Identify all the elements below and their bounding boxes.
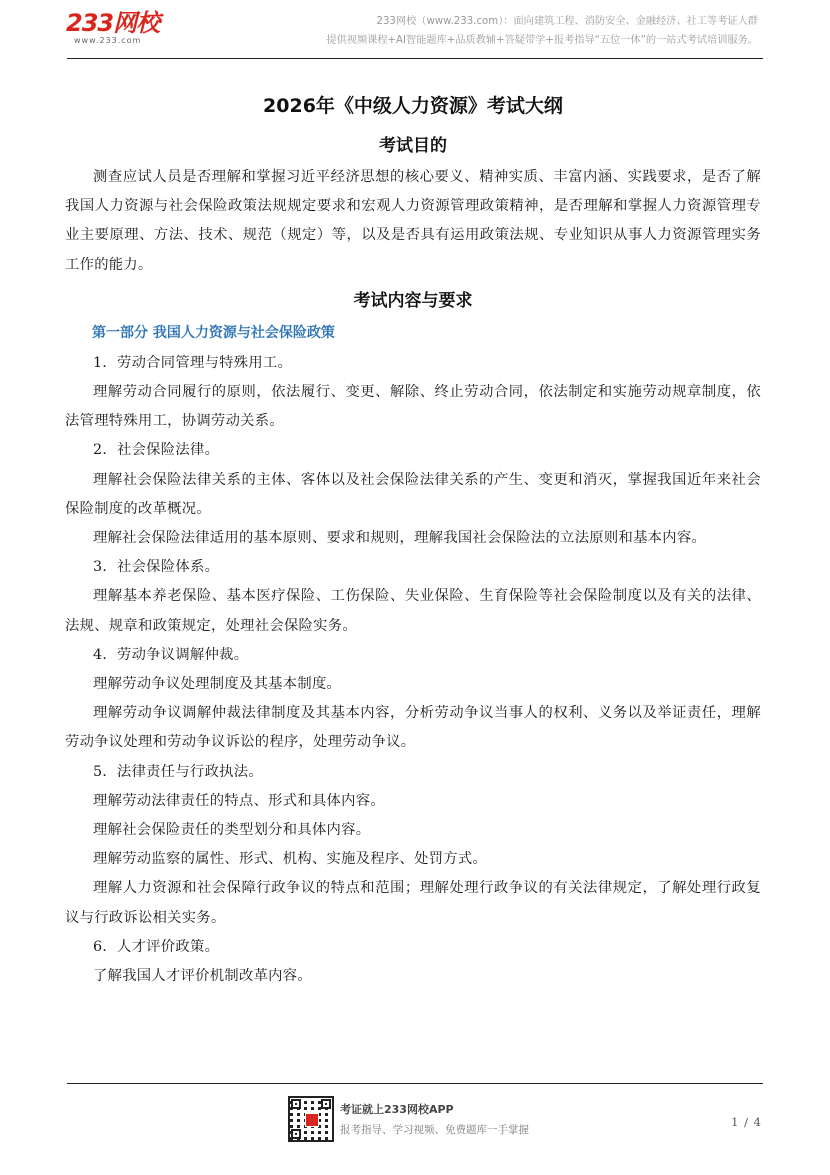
qr-code-icon[interactable] [288,1096,334,1142]
page-indicator: 1 / 4 [731,1115,762,1129]
paragraph: 6．人才评价政策。 [93,938,220,955]
section-title-content: 考试内容与要求 [353,290,473,311]
paragraph: 理解社会保险责任的类型划分和具体内容。 [93,822,371,839]
paragraph: 1．劳动合同管理与特殊用工。 [93,354,293,371]
header-line-2: 提供视频课程+AI智能题库+品质教辅+答疑带学+报考指导“五位一体”的一站式考试培训服务。 [326,35,758,46]
section-title-purpose: 考试目的 [379,136,447,156]
qr-finder-icon [321,1099,331,1109]
document-body [65,92,761,991]
section-purpose-text: 测查应试人员是否理解和掌握习近平经济思想的核心要义、精神实质、丰富内涵、实践要求，是否了解我国人力资源与社会保险政策法规规定要求和宏观人力资源管理政策精神，是否理解和掌握人力资源管理专业主要原理、方法、技术、规范（规定）等，以及是否具有运用政策法规、专业知识从事人力资源管理实务工作的能力。 [65,169,761,273]
paragraph: 理解劳动争议处理制度及其基本制度。 [93,676,342,693]
header-description [326,12,758,50]
qr-finder-icon [291,1099,301,1109]
qr-logo-icon [305,1113,319,1127]
header-line-1: 233网校（www.233.com）：面向建筑工程、消防安全、金融经济、社工等考证人群 [376,16,758,27]
paragraph: 4．劳动争议调解仲裁。 [93,646,249,663]
paragraph: 理解劳动争议调解仲裁法律制度及其基本内容，分析劳动争议当事人的权利、义务以及举证责任，理解劳动争议处理和劳动争议诉讼的程序，处理劳动争议。 [65,705,761,751]
paragraph: 理解基本养老保险、基本医疗保险、工伤保险、失业保险、生育保险等社会保险制度以及有关的法律、法规、规章和政策规定，处理社会保险实务。 [65,588,761,634]
logo-text: 233网校 [66,9,160,37]
paragraph: 理解劳动监察的属性、形式、机构、实施及程序、处罚方式。 [93,851,488,868]
logo-url: www.233.com [74,36,142,45]
footer-divider [67,1083,763,1084]
header-divider [67,58,763,59]
qr-finder-icon [291,1129,301,1139]
paragraph: 理解劳动法律责任的特点、形式和具体内容。 [93,792,385,809]
paragraph: 理解人力资源和社会保障行政争议的特点和范围；理解处理行政争议的有关法律规定，了解处理行政复议与行政诉讼相关实务。 [65,880,761,926]
part-1-title: 第一部分 我国人力资源与社会保险政策 [92,324,335,341]
app-promo-title[interactable]: 考证就上233网校APP [340,1103,454,1116]
paragraph: 了解我国人才评价机制改革内容。 [93,968,312,985]
paragraph: 理解社会保险法律关系的主体、客体以及社会保险法律关系的产生、变更和消灭，掌握我国近年来社会保险制度的改革概况。 [65,471,761,517]
paragraph: 2．社会保险法律。 [93,442,220,459]
document-title: 2026年《中级人力资源》考试大纲 [263,95,563,117]
page-header [0,0,830,60]
paragraph: 理解社会保险法律适用的基本原则、要求和规则，理解我国社会保险法的立法原则和基本内容。 [93,530,707,547]
paragraph: 5．法律责任与行政执法。 [93,763,263,780]
paragraph: 理解劳动合同履行的原则，依法履行、变更、解除、终止劳动合同，依法制定和实施劳动规章制度，依法管理特殊用工，协调劳动关系。 [65,384,761,430]
app-promo-subtitle: 报考指导、学习视频、免费题库一手掌握 [340,1124,529,1136]
brand-logo[interactable] [66,10,159,46]
paragraph: 3．社会保险体系。 [93,559,220,576]
